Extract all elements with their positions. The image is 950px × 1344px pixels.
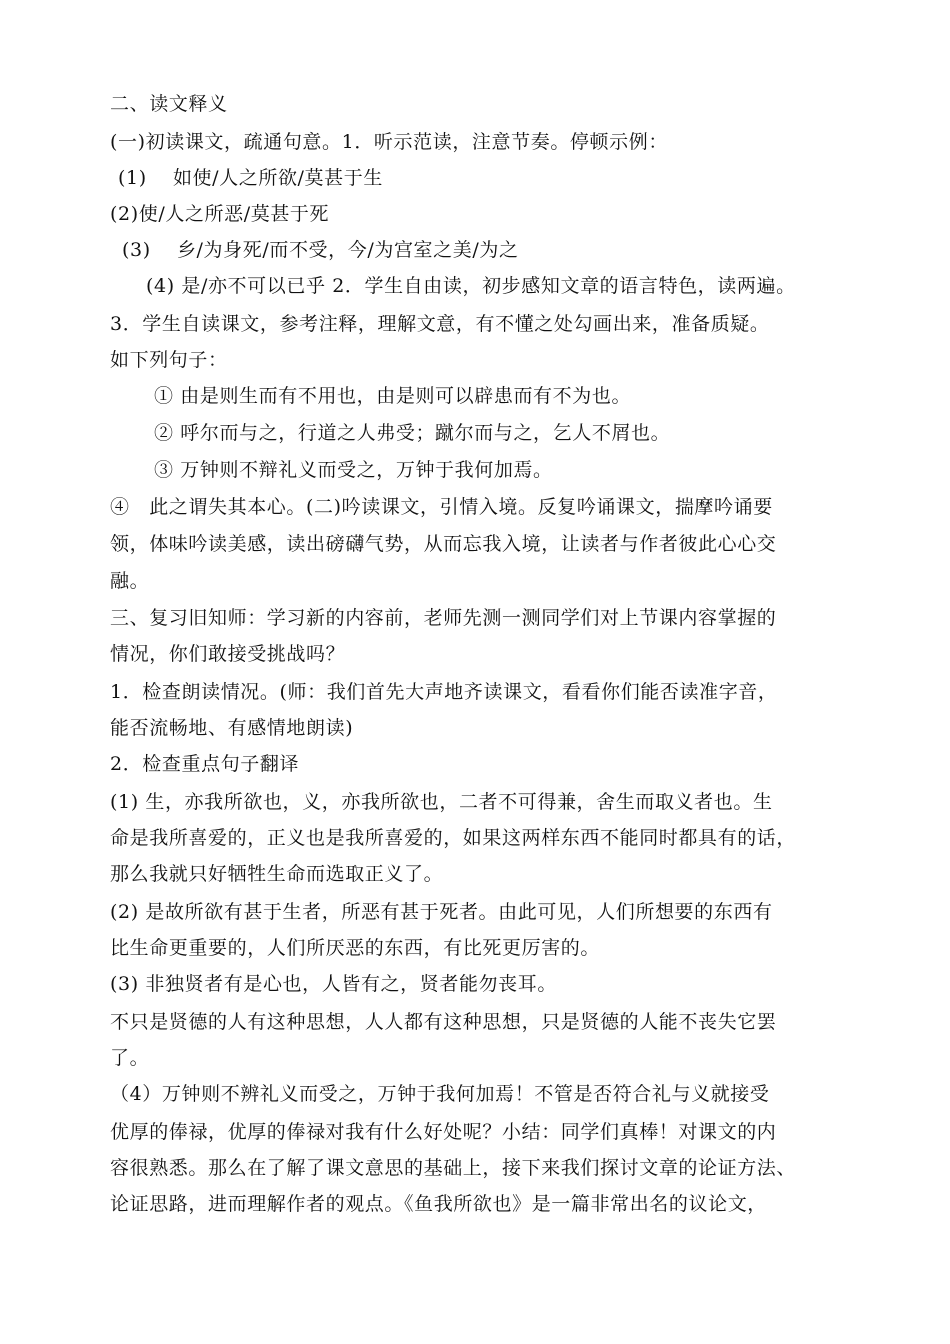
text-line: (2) 是故所欲有甚于生者，所恶有甚于死者。由此可见，人们所想要的东西有 <box>110 901 773 923</box>
text-line: (3) 非独贤者有是心也，人皆有之，贤者能勿丧耳。 <box>110 973 557 995</box>
text-line: 能否流畅地、有感情地朗读) <box>110 717 354 739</box>
text-line: 论证思路，进而理解作者的观点。《鱼我所欲也》是一篇非常出名的议论文， <box>110 1193 767 1215</box>
text-line: ④ 此之谓失其本心。(二)吟读课文，引情入境。反复吟诵课文，揣摩吟诵要 <box>110 496 773 518</box>
list-item: ③ 万钟则不辩礼义而受之，万钟于我何加焉。 <box>154 459 553 481</box>
text-line: 2．检查重点句子翻译 <box>110 753 300 775</box>
section-heading: 三、复习旧知师：学习新的内容前，老师先测一测同学们对上节课内容掌握的 <box>110 607 777 629</box>
text-line: 优厚的俸禄，优厚的俸禄对我有什么好处呢？小结：同学们真棒！对课文的内 <box>110 1121 777 1143</box>
text-line: 3．学生自读课文，参考注释，理解文意，有不懂之处勾画出来，准备质疑。 <box>110 313 770 335</box>
text-line: 不只是贤德的人有这种思想，人人都有这种思想，只是贤德的人能不丧失它罢 <box>110 1011 777 1033</box>
text-line: 情况，你们敢接受挑战吗？ <box>110 643 346 665</box>
text-line: 如下列句子： <box>110 349 228 371</box>
text-line: 融。 <box>110 570 150 592</box>
text-line: 比生命更重要的，人们所厌恶的东西，有比死更厉害的。 <box>110 937 601 959</box>
list-item: ② 呼尔而与之，行道之人弗受；蹴尔而与之，乞人不屑也。 <box>154 422 671 444</box>
list-item: ① 由是则生而有不用也，由是则可以辟患而有不为也。 <box>154 385 632 407</box>
text-line: (3) 乡/为身死/而不受，今/为宫室之美/为之 <box>122 239 519 261</box>
text-line: 领，体味吟读美感，读出磅礴气势，从而忘我入境，让读者与作者彼此心心交 <box>110 533 777 555</box>
text-line: 那么我就只好牺牲生命而选取正义了。 <box>110 863 444 885</box>
text-line: 了。 <box>110 1047 150 1069</box>
text-line: (一)初读课文，疏通句意。1．听示范读，注意节奏。停顿示例： <box>110 131 668 153</box>
text-line: (1) 如使/人之所欲/莫甚于生 <box>118 167 383 189</box>
text-line: (2)使/人之所恶/莫甚于死 <box>110 203 330 225</box>
text-line: 命是我所喜爱的，正义也是我所喜爱的，如果这两样东西不能同时都具有的话， <box>110 827 797 849</box>
text-line: (1) 生，亦我所欲也，义，亦我所欲也，二者不可得兼，舍生而取义者也。生 <box>110 791 773 813</box>
section-heading: 二、读文释义 <box>110 93 228 115</box>
text-line: 容很熟悉。那么在了解了课文意思的基础上，接下来我们探讨文章的论证方法、 <box>110 1157 797 1179</box>
text-line: （4）万钟则不辨礼义而受之，万钟于我何加焉！不管是否符合礼与义就接受 <box>110 1083 770 1105</box>
text-line: (4) 是/亦不可以已乎 2．学生自由读，初步感知文章的语言特色，读两遍。 <box>146 275 796 297</box>
text-line: 1．检查朗读情况。(师：我们首先大声地齐读课文，看看你们能否读准字音， <box>110 681 778 703</box>
